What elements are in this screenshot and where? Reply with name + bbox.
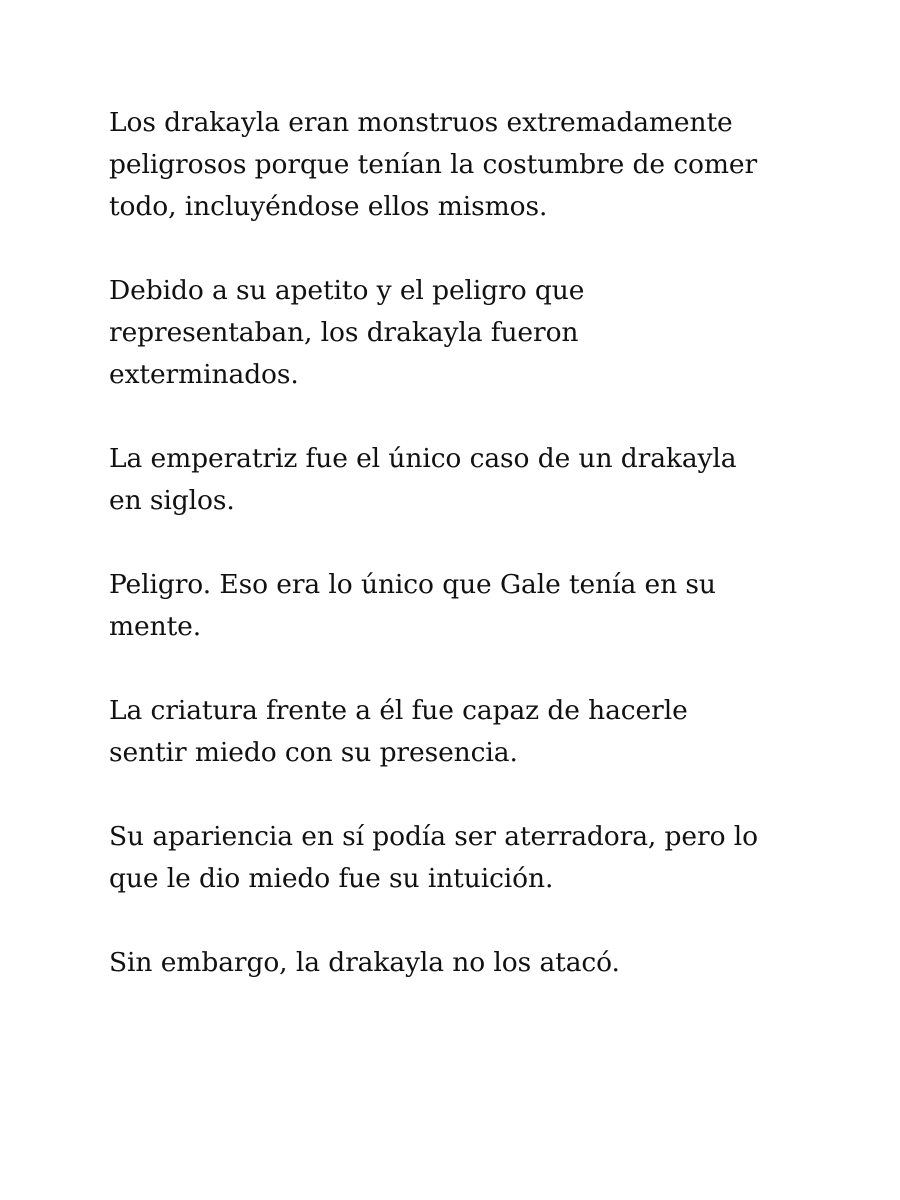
paragraph-5 <box>109 690 809 774</box>
paragraph-line: exterminados. <box>109 359 299 390</box>
paragraph-line: en siglos. <box>109 485 235 516</box>
paragraph-4 <box>109 564 809 648</box>
paragraph-line: todo, incluyéndose ellos mismos. <box>109 191 548 222</box>
paragraph-6 <box>109 816 809 900</box>
paragraph-line: representaban, los drakayla fueron <box>109 317 579 348</box>
paragraph-line: Sin embargo, la drakayla no los atacó. <box>109 947 620 978</box>
paragraph-line: Su apariencia en sí podía ser aterradora, pero lo <box>109 821 758 852</box>
paragraph-line: sentir miedo con su presencia. <box>109 737 518 768</box>
paragraph-line: Debido a su apetito y el peligro que <box>109 275 585 306</box>
paragraph-2 <box>109 270 809 396</box>
paragraph-line: La emperatriz fue el único caso de un drakayla <box>109 443 737 474</box>
paragraph-line: mente. <box>109 611 202 642</box>
paragraph-line: Los drakayla eran monstruos extremadamente <box>109 107 733 138</box>
document-page <box>109 102 809 1026</box>
paragraph-line: Peligro. Eso era lo único que Gale tenía en su <box>109 569 716 600</box>
paragraph-line: La criatura frente a él fue capaz de hacerle <box>109 695 688 726</box>
paragraph-line: que le dio miedo fue su intuición. <box>109 863 554 894</box>
paragraph-3 <box>109 438 809 522</box>
paragraph-1 <box>109 102 809 228</box>
paragraph-7 <box>109 942 809 984</box>
paragraph-line: peligrosos porque tenían la costumbre de comer <box>109 149 758 180</box>
